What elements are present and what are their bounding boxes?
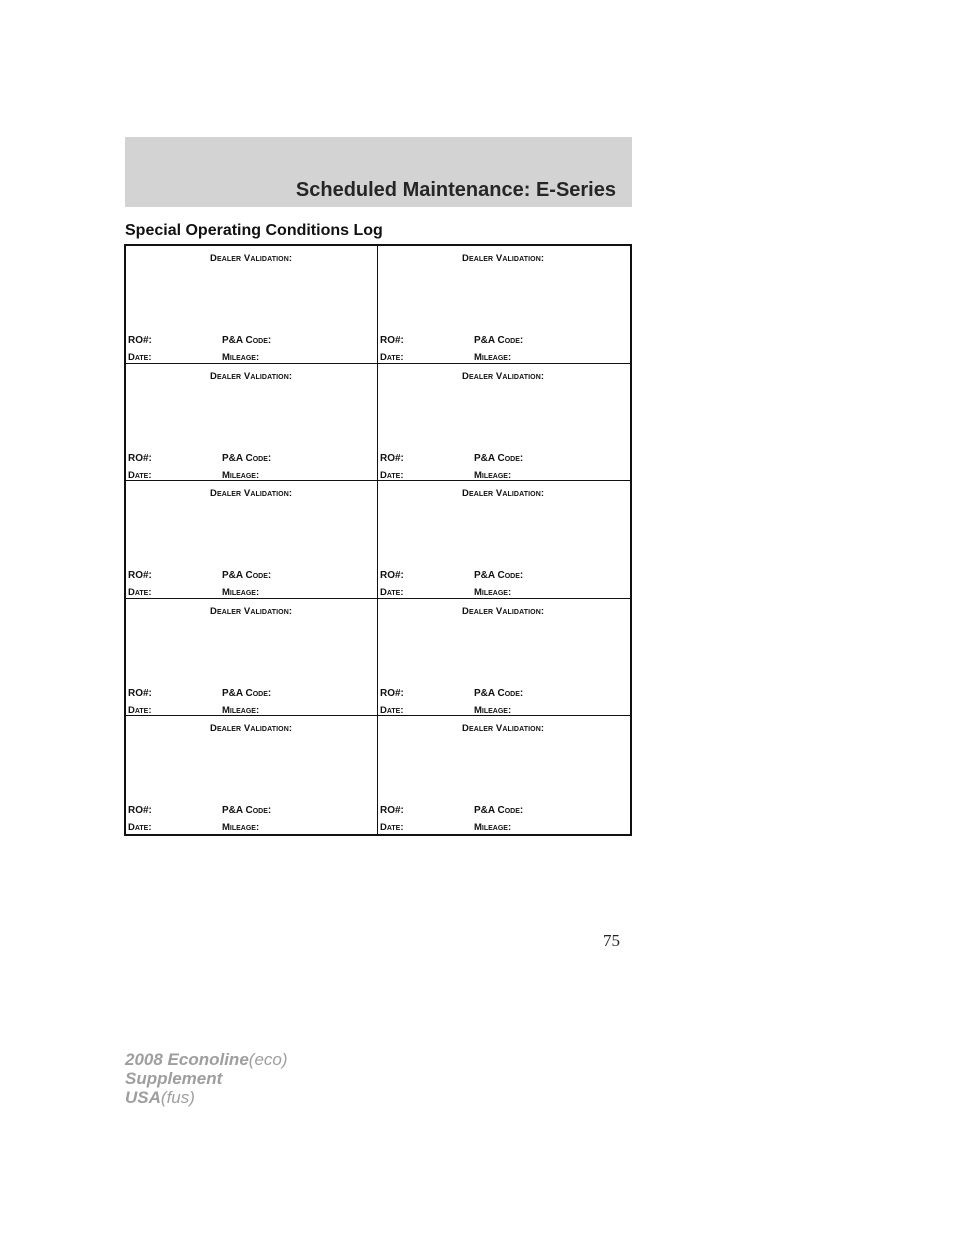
log-table xyxy=(124,244,632,836)
log-entry xyxy=(378,364,630,482)
mileage-label: Mileage: xyxy=(474,587,512,599)
dealer-validation-label: Dealer Validation: xyxy=(462,723,545,735)
ro-label: RO#: xyxy=(380,335,404,346)
footer-market-code: (fus) xyxy=(160,1088,195,1107)
pa-code-label: P&A Code: xyxy=(474,687,524,699)
log-entry xyxy=(126,364,378,482)
mileage-label: Mileage: xyxy=(474,352,512,363)
mileage-label: Mileage: xyxy=(474,822,512,834)
date-label: Date: xyxy=(380,587,404,599)
dealer-validation-label: Dealer Validation: xyxy=(210,605,293,617)
pa-code-label: P&A Code: xyxy=(222,570,272,582)
footer-model: 2008 Econoline xyxy=(125,1050,249,1069)
mileage-label: Mileage: xyxy=(474,469,512,481)
header-band xyxy=(125,137,632,207)
pa-code-label: P&A Code: xyxy=(474,805,524,817)
footer-supplement: Supplement xyxy=(125,1069,223,1088)
pa-code-label: P&A Code: xyxy=(222,687,272,699)
dealer-validation-label: Dealer Validation: xyxy=(462,370,545,382)
footer-line xyxy=(125,1050,288,1069)
pa-code-label: P&A Code: xyxy=(474,570,524,582)
pa-code-label: P&A Code: xyxy=(474,335,524,346)
mileage-label: Mileage: xyxy=(222,587,260,599)
pa-code-label: P&A Code: xyxy=(474,452,524,464)
ro-label: RO#: xyxy=(380,687,404,699)
date-label: Date: xyxy=(380,822,404,834)
dealer-validation-label: Dealer Validation: xyxy=(462,488,545,500)
mileage-label: Mileage: xyxy=(222,704,260,716)
dealer-validation-label: Dealer Validation: xyxy=(462,253,545,264)
ro-label: RO#: xyxy=(128,452,152,464)
footer-edition xyxy=(125,1050,288,1107)
log-entry xyxy=(378,599,630,717)
section-title: Special Operating Conditions Log xyxy=(125,222,383,239)
date-label: Date: xyxy=(380,469,404,481)
dealer-validation-label: Dealer Validation: xyxy=(462,605,545,617)
footer-model-code: (eco) xyxy=(248,1050,288,1069)
ro-label: RO#: xyxy=(128,335,152,346)
mileage-label: Mileage: xyxy=(474,704,512,716)
log-entry xyxy=(126,716,378,834)
footer-line xyxy=(125,1088,288,1107)
pa-code-label: P&A Code: xyxy=(222,805,272,817)
pa-code-label: P&A Code: xyxy=(222,335,272,346)
date-label: Date: xyxy=(128,587,152,599)
date-label: Date: xyxy=(380,704,404,716)
date-label: Date: xyxy=(128,704,152,716)
ro-label: RO#: xyxy=(128,805,152,817)
dealer-validation-label: Dealer Validation: xyxy=(210,370,293,382)
ro-label: RO#: xyxy=(380,805,404,817)
dealer-validation-label: Dealer Validation: xyxy=(210,723,293,735)
date-label: Date: xyxy=(128,352,152,363)
log-entry xyxy=(126,599,378,717)
log-entry xyxy=(126,246,378,364)
mileage-label: Mileage: xyxy=(222,469,260,481)
mileage-label: Mileage: xyxy=(222,352,260,363)
header-title: Scheduled Maintenance: E-Series xyxy=(295,179,616,201)
dealer-validation-label: Dealer Validation: xyxy=(210,253,293,264)
log-entry xyxy=(378,481,630,599)
ro-label: RO#: xyxy=(380,452,404,464)
log-entry xyxy=(378,716,630,834)
pa-code-label: P&A Code: xyxy=(222,452,272,464)
mileage-label: Mileage: xyxy=(222,822,260,834)
date-label: Date: xyxy=(128,822,152,834)
ro-label: RO#: xyxy=(380,570,404,582)
dealer-validation-label: Dealer Validation: xyxy=(210,488,293,500)
footer-market: USA xyxy=(125,1088,161,1107)
ro-label: RO#: xyxy=(128,687,152,699)
log-entry xyxy=(378,246,630,364)
footer-line xyxy=(125,1069,288,1088)
ro-label: RO#: xyxy=(128,570,152,582)
date-label: Date: xyxy=(128,469,152,481)
page-number: 75 xyxy=(603,931,620,950)
log-entry xyxy=(126,481,378,599)
date-label: Date: xyxy=(380,352,404,363)
